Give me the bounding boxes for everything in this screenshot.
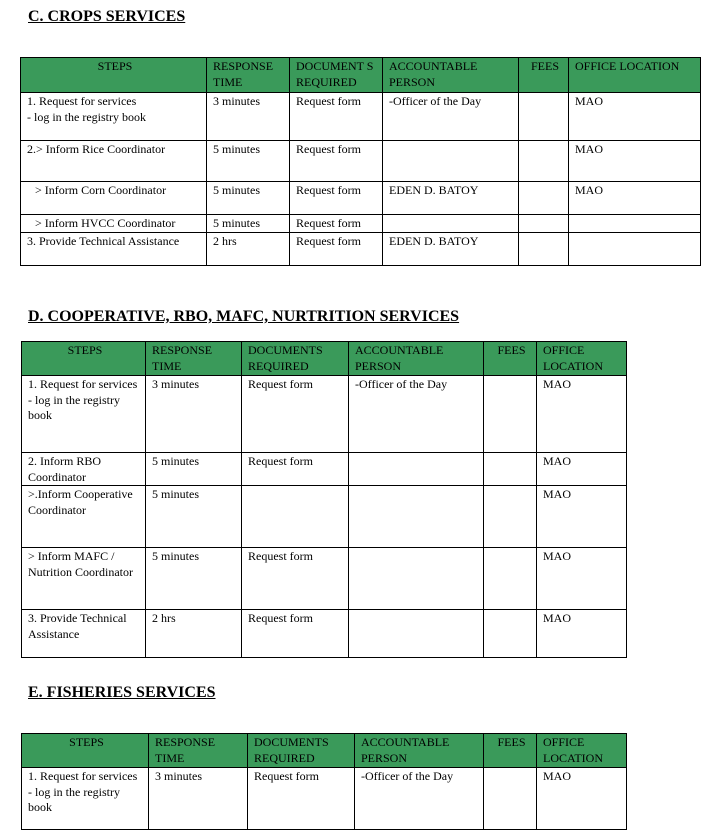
step-cell: > Inform Corn Coordinator	[21, 182, 207, 215]
fees-cell	[484, 768, 537, 830]
response-time-cell: 5 minutes	[207, 215, 290, 233]
accountable-person-cell	[349, 548, 484, 610]
fisheries-section-title: E. FISHERIES SERVICES	[28, 684, 216, 701]
fisheries-services-table	[21, 733, 627, 830]
step-cell: 1. Request for services - log in the registry book	[22, 376, 146, 453]
table-row	[22, 486, 627, 548]
table-row	[21, 93, 701, 141]
table-header-row	[21, 58, 701, 93]
step-cell: 3. Provide Technical Assistance	[22, 610, 146, 658]
response-time-cell: 3 minutes	[146, 376, 242, 453]
office-location-cell: MAO	[569, 93, 701, 141]
header-fees: FEES	[484, 734, 537, 768]
accountable-person-cell: EDEN D. BATOY	[383, 182, 519, 215]
response-time-cell: 2 hrs	[207, 232, 290, 265]
document-cell: Request form	[290, 232, 383, 265]
header-response-time: RESPONSE TIME	[207, 58, 290, 93]
office-location-cell: MAO	[569, 141, 701, 182]
header-office-location: OFFICE LOCATION	[537, 734, 627, 768]
header-documents-required: DOCUMENTS REQUIRED	[248, 734, 355, 768]
header-accountable-person: ACCOUNTABLE PERSON	[383, 58, 519, 93]
response-time-cell: 5 minutes	[207, 182, 290, 215]
response-time-cell: 2 hrs	[146, 610, 242, 658]
header-response-time: RESPONSE TIME	[149, 734, 248, 768]
response-time-cell: 3 minutes	[207, 93, 290, 141]
response-time-cell: 5 minutes	[146, 548, 242, 610]
step-cell: > Inform MAFC / Nutrition Coordinator	[22, 548, 146, 610]
step-cell: > Inform HVCC Coordinator	[21, 215, 207, 233]
header-documents-required: DOCUMENTS REQUIRED	[242, 342, 349, 376]
response-time-cell: 5 minutes	[207, 141, 290, 182]
accountable-person-cell	[349, 486, 484, 548]
fees-cell	[484, 453, 537, 486]
accountable-person-cell	[383, 141, 519, 182]
document-cell: Request form	[248, 768, 355, 830]
header-fees: FEES	[484, 342, 537, 376]
header-office-location: OFFICE LOCATION	[537, 342, 627, 376]
table-row	[21, 141, 701, 182]
accountable-person-cell	[349, 610, 484, 658]
fees-cell	[484, 486, 537, 548]
table-header-row	[22, 734, 627, 768]
response-time-cell: 5 minutes	[146, 486, 242, 548]
cooperative-section-title: D. COOPERATIVE, RBO, MAFC, NURTRITION SERVICES	[28, 308, 460, 325]
document-cell: Request form	[242, 548, 349, 610]
fees-cell	[519, 182, 569, 215]
fees-cell	[484, 548, 537, 610]
accountable-person-cell: -Officer of the Day	[349, 376, 484, 453]
crops-section-title: C. CROPS SERVICES	[28, 8, 186, 25]
step-cell: 1. Request for services - log in the registry book	[21, 93, 207, 141]
document-cell: Request form	[290, 141, 383, 182]
office-location-cell: MAO	[537, 548, 627, 610]
step-cell: 1. Request for services - log in the registry book	[22, 768, 149, 830]
header-steps: STEPS	[22, 342, 146, 376]
table-row	[22, 768, 627, 830]
document-cell: Request form	[290, 93, 383, 141]
document-cell: Request form	[290, 182, 383, 215]
office-location-cell: MAO	[537, 486, 627, 548]
table-row	[22, 453, 627, 486]
accountable-person-cell: -Officer of the Day	[355, 768, 484, 830]
fees-cell	[519, 141, 569, 182]
table-row	[21, 232, 701, 265]
accountable-person-cell	[349, 453, 484, 486]
accountable-person-cell: -Officer of the Day	[383, 93, 519, 141]
document-cell: Request form	[242, 453, 349, 486]
step-cell: 2.> Inform Rice Coordinator	[21, 141, 207, 182]
document-cell: Request form	[290, 215, 383, 233]
fees-cell	[484, 376, 537, 453]
fees-cell	[519, 232, 569, 265]
office-location-cell: MAO	[569, 182, 701, 215]
table-row	[22, 548, 627, 610]
document-cell: Request form	[242, 376, 349, 453]
table-row	[21, 215, 701, 233]
document-cell: Request form	[242, 610, 349, 658]
cooperative-services-table	[21, 341, 627, 658]
office-location-cell: MAO	[537, 453, 627, 486]
header-accountable-person: ACCOUNTABLE PERSON	[349, 342, 484, 376]
table-row	[22, 376, 627, 453]
step-cell: >.Inform Cooperative Coordinator	[22, 486, 146, 548]
table-row	[22, 610, 627, 658]
response-time-cell: 5 minutes	[146, 453, 242, 486]
fees-cell	[484, 610, 537, 658]
header-response-time: RESPONSE TIME	[146, 342, 242, 376]
step-cell: 3. Provide Technical Assistance	[21, 232, 207, 265]
fees-cell	[519, 93, 569, 141]
step-cell: 2. Inform RBO Coordinator	[22, 453, 146, 486]
crops-services-table	[20, 57, 701, 266]
office-location-cell: MAO	[537, 376, 627, 453]
office-location-cell	[569, 215, 701, 233]
header-accountable-person: ACCOUNTABLE PERSON	[355, 734, 484, 768]
header-documents-required: DOCUMENT S REQUIRED	[290, 58, 383, 93]
office-location-cell	[569, 232, 701, 265]
table-row	[21, 182, 701, 215]
fees-cell	[519, 215, 569, 233]
document-cell	[242, 486, 349, 548]
header-steps: STEPS	[22, 734, 149, 768]
office-location-cell: MAO	[537, 610, 627, 658]
header-steps: STEPS	[21, 58, 207, 93]
table-header-row	[22, 342, 627, 376]
accountable-person-cell	[383, 215, 519, 233]
accountable-person-cell: EDEN D. BATOY	[383, 232, 519, 265]
header-fees: FEES	[519, 58, 569, 93]
header-office-location: OFFICE LOCATION	[569, 58, 701, 93]
office-location-cell: MAO	[537, 768, 627, 830]
response-time-cell: 3 minutes	[149, 768, 248, 830]
